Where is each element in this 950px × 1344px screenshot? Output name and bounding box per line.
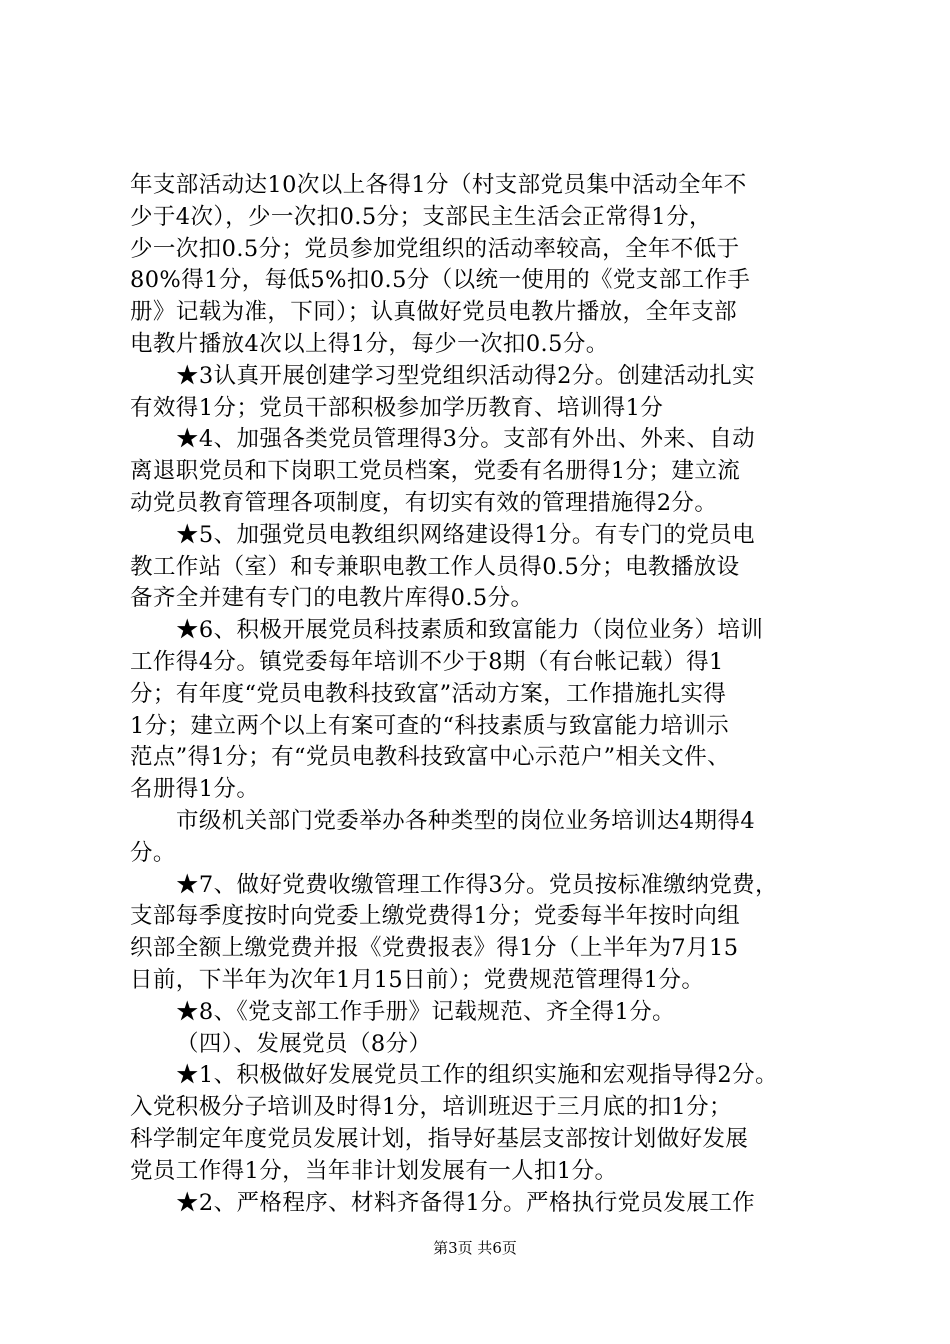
text-line: ★2、严格程序、材料齐备得1分。严格执行党员发展工作: [176, 1189, 756, 1216]
text-line: 分；有年度“党员电教科技致富”活动方案，工作措施扎实得: [130, 680, 727, 707]
text-line: 教工作站（室）和专兼职电教工作人员得0.5分；电教播放设: [130, 553, 740, 580]
text-line: 名册得1分。: [130, 776, 260, 803]
page-number-footer: 第3页 共6页: [433, 1239, 517, 1257]
text-line: 党员工作得1分，当年非计划发展有一人扣1分。: [130, 1157, 618, 1184]
text-line: 有效得1分；党员干部积极参加学历教育、培训得1分: [130, 394, 664, 421]
text-line: ★4、加强各类党员管理得3分。支部有外出、外来、自动: [176, 426, 756, 453]
text-line: ★8、《党支部工作手册》记载规范、齐全得1分。: [176, 998, 676, 1025]
document-body: [130, 170, 842, 1219]
text-line: 入党积极分子培训及时得1分，培训班迟于三月底的扣1分；: [130, 1094, 732, 1121]
text-line: ★6、积极开展党员科技素质和致富能力（岗位业务）培训: [176, 617, 764, 644]
text-line: 日前，下半年为次年1月15日前）；党费规范管理得1分。: [130, 966, 705, 993]
text-line: ★5、加强党员电教组织网络建设得1分。有专门的党员电: [176, 521, 756, 548]
text-line: 少一次扣0.5分；党员参加党组织的活动率较高，全年不低于: [130, 235, 740, 262]
text-line: 动党员教育管理各项制度，有切实有效的管理措施得2分。: [130, 489, 718, 516]
text-line: 备齐全并建有专门的电教片库得0.5分。: [130, 585, 534, 612]
section-heading: （四）、发展党员（8分）: [176, 1030, 432, 1057]
text-line: 离退职党员和下岗职工党员档案，党委有名册得1分；建立流: [130, 458, 741, 485]
text-line: 织部全额上缴党费并报《党费报表》得1分（上半年为7月15: [130, 935, 739, 962]
text-line: ★7、做好党费收缴管理工作得3分。党员按标准缴纳党费，: [176, 871, 778, 898]
text-line: 年支部活动达10次以上各得1分（村支部党员集中活动全年不: [130, 172, 747, 198]
text-line: 分。: [130, 839, 176, 866]
text-line: 支部每季度按时向党委上缴党费得1分；党委每半年按时向组: [130, 903, 741, 930]
text-line: 工作得4分。镇党委每年培训不少于8期（有台帐记载）得1: [130, 648, 724, 675]
text-line: 1分；建立两个以上有案可查的“科技素质与致富能力培训示: [130, 712, 730, 739]
text-line: 册》记载为准，下同）；认真做好党员电教片播放，全年支部: [130, 299, 738, 326]
text-line: 80%得1分，每低5%扣0.5分（以统一使用的《党支部工作手: [130, 267, 751, 294]
text-line: 范点”得1分；有“党员电教科技致富中心示范户”相关文件、: [130, 744, 731, 771]
text-line: ★1、积极做好发展党员工作的组织实施和宏观指导得2分。: [176, 1062, 778, 1089]
text-line: 科学制定年度党员发展计划，指导好基层支部按计划做好发展: [130, 1125, 749, 1152]
text-line: 电教片播放4次以上得1分，每少一次扣0.5分。: [130, 330, 609, 357]
text-line: 市级机关部门党委举办各种类型的岗位业务培训达4期得4: [176, 807, 756, 834]
text-line: 少于4次），少一次扣0.5分；支部民主生活会正常得1分，: [130, 203, 712, 230]
text-line: ★3认真开展创建学习型党组织活动得2分。创建活动扎实: [176, 362, 756, 389]
